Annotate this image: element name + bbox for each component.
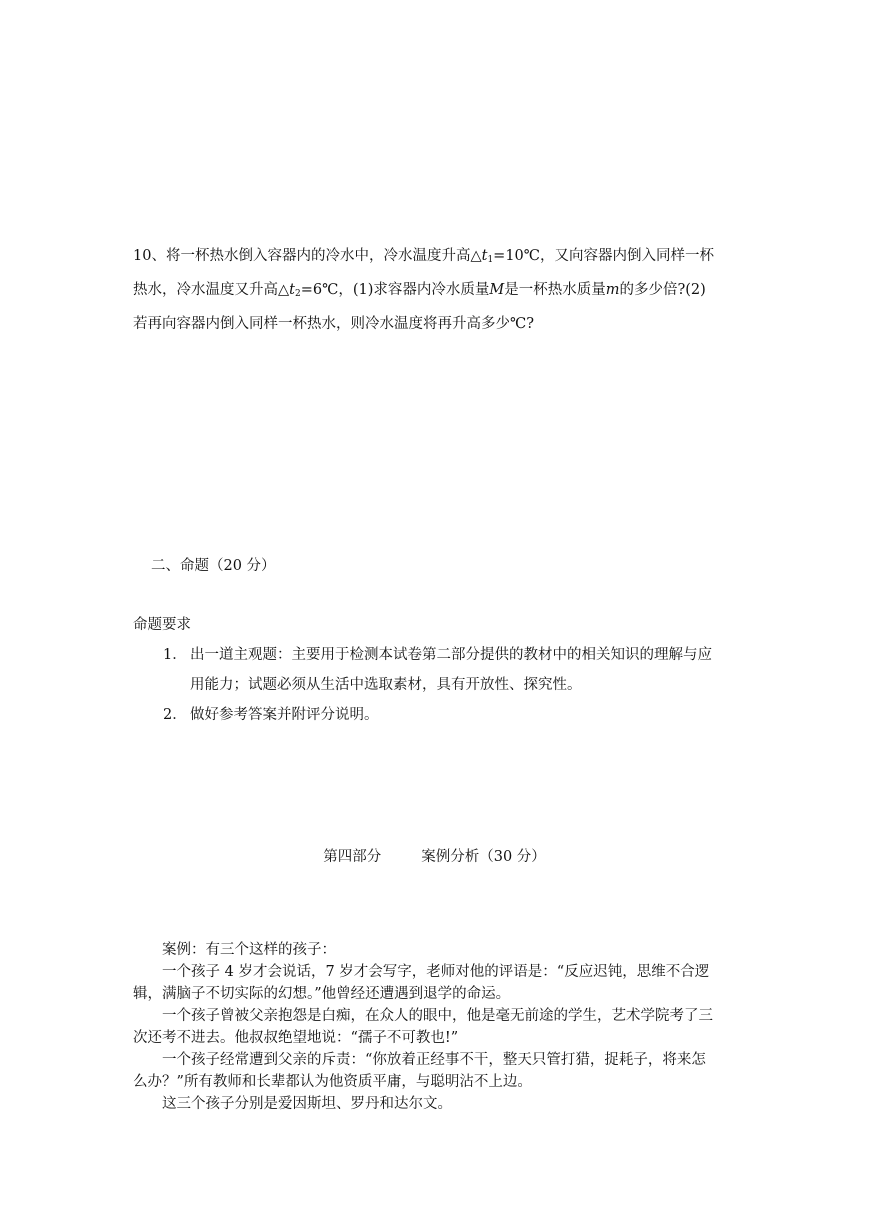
m-symbol: m [605, 282, 620, 298]
question-10-line-3: 若再向容器内倒入同样一杯热水，则冷水温度将再升高多少℃? [133, 316, 534, 332]
subscript-1: 1 [487, 255, 494, 265]
case-intro: 案例：有三个这样的孩子： [162, 942, 336, 958]
list-item-number: 1． [163, 647, 187, 663]
question-10-line-1 [133, 241, 733, 275]
part-4-title [0, 845, 869, 866]
requirements-title: 命题要求 [133, 617, 191, 633]
part-4-subtitle: 案例分析（30 分） [421, 849, 546, 865]
subscript-2: 2 [294, 289, 301, 299]
q10-text-1a: 10、将一杯热水倒入容器内的冷水中，冷水温度升高△ [133, 248, 482, 264]
t-symbol: t [289, 282, 295, 298]
q10-text-2d: 的多少倍?(2) [619, 282, 706, 298]
list-item [163, 640, 753, 700]
case-paragraph-2-line-1: 一个孩子曾被父亲抱怨是白痴，在众人的眼中，他是毫无前途的学生，艺术学院考了三 [162, 1008, 713, 1024]
list-item-line-2: 用能力；试题必须从生活中选取素材，具有开放性、探究性。 [190, 677, 582, 693]
case-paragraph-3-line-2: 么办？”所有教师和长辈都认为他资质平庸，与聪明沾不上边。 [133, 1074, 532, 1090]
q10-text-2c: 是一杯热水质量 [504, 282, 606, 298]
q10-text-1b: =10℃，又向容器内倒入同样一杯 [493, 248, 714, 264]
list-item [163, 700, 753, 730]
t-symbol: t [481, 248, 488, 264]
q10-text-2a: 热水，冷水温度又升高△ [133, 282, 290, 298]
list-item-line-1: 出一道主观题：主要用于检测本试卷第二部分提供的教材中的相关知识的理解与应 [190, 647, 712, 663]
list-item-number: 2． [163, 707, 187, 723]
question-10 [133, 241, 733, 339]
case-paragraph-1-line-2: 辑，满脑子不切实际的幻想。”他曾经还遭遇到退学的命运。 [133, 986, 511, 1002]
part-4-label: 第四部分 [323, 849, 382, 865]
q10-text-2b: =6℃，(1)求容器内冷水质量 [300, 282, 490, 298]
case-conclusion: 这三个孩子分别是爱因斯坦、罗丹和达尔文。 [162, 1096, 452, 1112]
list-item-text: 做好参考答案并附评分说明。 [190, 707, 379, 723]
M-symbol: M [489, 282, 505, 298]
case-paragraph-1-line-1: 一个孩子 4 岁才会说话，7 岁才会写字，老师对他的评语是：“反应迟钝，思维不合逻 [162, 964, 710, 980]
requirements-list [163, 640, 753, 730]
case-paragraph-2-line-2: 次还考不进去。他叔叔绝望地说：“孺子不可教也!” [133, 1030, 459, 1046]
question-10-line-2 [133, 275, 733, 309]
case-study [133, 939, 733, 1115]
list-item-text [190, 640, 712, 700]
case-paragraph-3-line-1: 一个孩子经常遭到父亲的斥责：“你放着正经事不干，整天只管打猎，捉耗子，将来怎 [162, 1052, 706, 1068]
section-2-heading: 二、命题（20 分） [151, 558, 276, 574]
